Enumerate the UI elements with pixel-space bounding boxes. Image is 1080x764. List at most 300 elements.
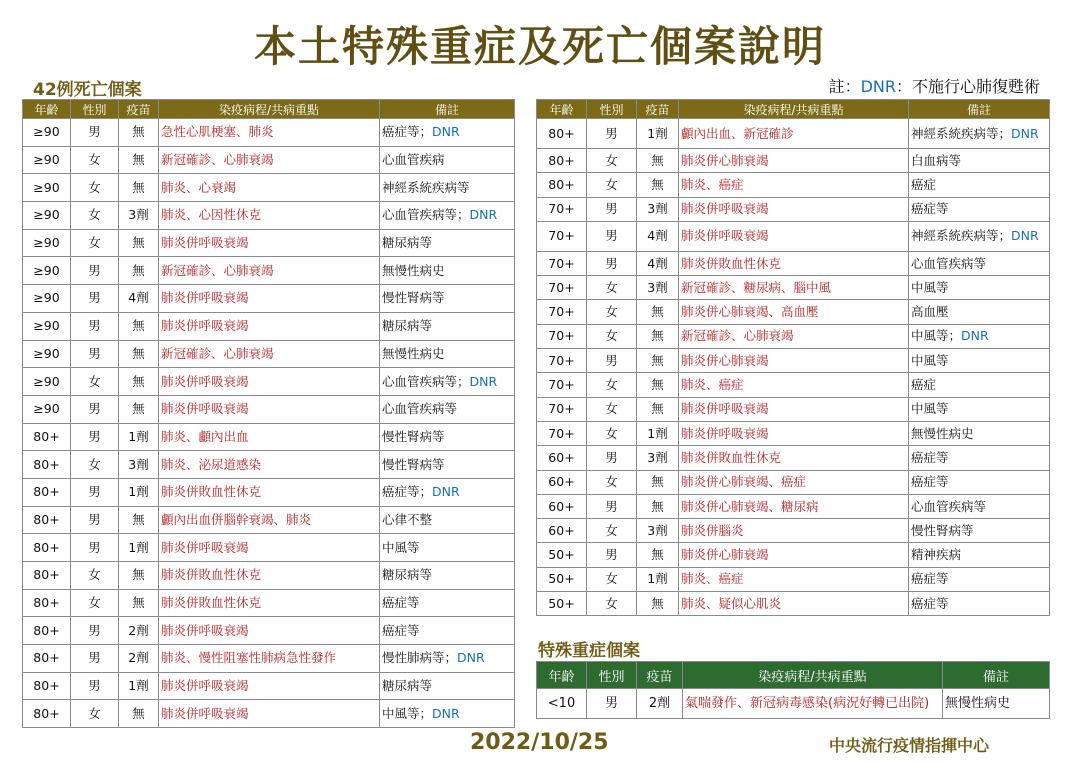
- sex-cell: 男: [587, 221, 637, 251]
- age-cell: ≥90: [23, 146, 71, 174]
- remarks-text: 中風等: [911, 352, 949, 368]
- remarks-cell: [909, 567, 1050, 591]
- remarks-text: 中風等；: [911, 328, 962, 344]
- course-cell: 肺炎併呼吸衰竭: [159, 534, 380, 562]
- remarks-cell: [909, 149, 1050, 173]
- remarks-cell: [380, 119, 515, 147]
- remarks-text: 白血病等: [911, 152, 962, 168]
- vaccine-cell: 無: [119, 395, 159, 423]
- remarks-cell: [380, 562, 515, 590]
- note-prefix: 註：: [828, 77, 861, 96]
- vaccine-cell: 無: [119, 562, 159, 590]
- col-header-vaccine: 疫苗: [637, 100, 679, 119]
- table-row: [537, 324, 1050, 348]
- table-row: [23, 700, 515, 728]
- table-row: [537, 119, 1050, 149]
- vaccine-cell: 3劑: [637, 276, 679, 300]
- remarks-text: 癌症等: [911, 201, 949, 217]
- course-cell: 肺炎、疑似心肌炎: [679, 592, 909, 616]
- table-row: [23, 146, 515, 174]
- course-cell: 急性心肌梗塞、肺炎: [159, 119, 380, 147]
- course-cell: 肺炎、顱內出血: [159, 423, 380, 451]
- remarks-cell: [909, 173, 1050, 197]
- course-cell: 氣喘發作、新冠病毒感染(病況好轉已出院): [683, 689, 943, 719]
- course-cell: 顱內出血、新冠確診: [679, 119, 909, 149]
- remarks-cell: [909, 421, 1050, 445]
- course-cell: 新冠確診、心肺衰竭: [679, 324, 909, 348]
- remarks-text: 中風等；: [382, 705, 433, 721]
- remarks-text: 無慢性病史: [911, 425, 974, 441]
- col-header-age: 年齡: [23, 100, 71, 119]
- table-row: [23, 312, 515, 340]
- vaccine-cell: 無: [119, 589, 159, 617]
- age-cell: 70+: [537, 221, 587, 251]
- dnr-note: [829, 74, 1040, 97]
- remarks-cell: [909, 592, 1050, 616]
- sex-cell: 男: [71, 645, 119, 673]
- age-cell: 80+: [23, 423, 71, 451]
- sex-cell: 男: [71, 478, 119, 506]
- age-cell: 70+: [537, 349, 587, 373]
- note-dnr: DNR: [860, 77, 896, 96]
- sex-cell: 男: [71, 340, 119, 368]
- course-cell: 肺炎併敗血性休克: [679, 446, 909, 470]
- sex-cell: 男: [587, 119, 637, 149]
- remarks-cell: [909, 494, 1050, 518]
- remarks-text: 中風等: [382, 539, 420, 555]
- deaths-table-right: [536, 99, 1050, 616]
- sex-cell: 男: [587, 349, 637, 373]
- vaccine-cell: 1劑: [119, 672, 159, 700]
- course-cell: 肺炎併呼吸衰竭: [679, 421, 909, 445]
- vaccine-cell: 無: [119, 506, 159, 534]
- age-cell: 60+: [537, 519, 587, 543]
- age-cell: 60+: [537, 446, 587, 470]
- age-cell: 80+: [23, 645, 71, 673]
- sex-cell: 男: [71, 534, 119, 562]
- vaccine-cell: 無: [637, 592, 679, 616]
- sex-cell: 女: [71, 368, 119, 396]
- table-row: [537, 221, 1050, 251]
- remarks-cell: [909, 349, 1050, 373]
- remarks-text: 無慢性病史: [945, 695, 1011, 711]
- vaccine-cell: 2劑: [637, 689, 683, 719]
- dnr-tag: DNR: [432, 484, 460, 500]
- sex-cell: 男: [71, 395, 119, 423]
- course-cell: 肺炎併心肺衰竭: [679, 349, 909, 373]
- age-cell: 80+: [537, 173, 587, 197]
- sex-cell: 男: [587, 689, 637, 719]
- table-row: [23, 285, 515, 313]
- vaccine-cell: 無: [119, 340, 159, 368]
- course-cell: 肺炎、心因性休克: [159, 202, 380, 230]
- course-cell: 肺炎併呼吸衰竭: [159, 229, 380, 257]
- age-cell: 70+: [537, 300, 587, 324]
- remarks-cell: [909, 300, 1050, 324]
- table-header-row: [23, 100, 515, 119]
- vaccine-cell: 無: [637, 494, 679, 518]
- vaccine-cell: 1劑: [637, 421, 679, 445]
- table-row: [23, 562, 515, 590]
- sex-cell: 女: [587, 173, 637, 197]
- remarks-cell: [909, 324, 1050, 348]
- table-header-row: [537, 662, 1050, 689]
- course-cell: 肺炎併呼吸衰竭: [159, 700, 380, 728]
- col-header-sex: 性別: [71, 100, 119, 119]
- sex-cell: 女: [587, 470, 637, 494]
- table-row: [537, 251, 1050, 275]
- col-header-age: 年齡: [537, 662, 587, 689]
- age-cell: 80+: [23, 451, 71, 479]
- course-cell: 新冠確診、糖尿病、腦中風: [679, 276, 909, 300]
- vaccine-cell: 4劑: [637, 251, 679, 275]
- course-cell: 肺炎併呼吸衰竭: [159, 312, 380, 340]
- remarks-cell: [380, 700, 515, 728]
- footer-org: 中央流行疫情指揮中心: [829, 736, 990, 755]
- sex-cell: 女: [71, 146, 119, 174]
- age-cell: 80+: [537, 149, 587, 173]
- sex-cell: 女: [71, 174, 119, 202]
- vaccine-cell: 4劑: [119, 285, 159, 313]
- vaccine-cell: 無: [637, 470, 679, 494]
- course-cell: 肺炎併呼吸衰竭: [159, 617, 380, 645]
- remarks-text: 慢性腎病等: [382, 290, 445, 306]
- sex-cell: 男: [71, 617, 119, 645]
- remarks-cell: [909, 543, 1050, 567]
- sex-cell: 男: [587, 446, 637, 470]
- age-cell: 70+: [537, 397, 587, 421]
- vaccine-cell: 無: [637, 324, 679, 348]
- remarks-text: 心血管疾病等: [382, 401, 458, 417]
- table-row: [537, 567, 1050, 591]
- age-cell: 80+: [23, 562, 71, 590]
- sex-cell: 女: [71, 589, 119, 617]
- sex-cell: 女: [587, 421, 637, 445]
- dnr-tag: DNR: [432, 124, 460, 140]
- col-header-sex: 性別: [587, 662, 637, 689]
- table-row: [23, 423, 515, 451]
- course-cell: 肺炎、慢性阻塞性肺病急性發作: [159, 645, 380, 673]
- remarks-text: 中風等: [911, 279, 949, 295]
- table-row: [537, 689, 1050, 719]
- course-cell: 肺炎併敗血性休克: [159, 562, 380, 590]
- table-row: [23, 672, 515, 700]
- remarks-text: 糖尿病等: [382, 235, 433, 251]
- course-cell: 新冠確診、心肺衰竭: [159, 257, 380, 285]
- table-row: [537, 470, 1050, 494]
- remarks-text: 無慢性病史: [382, 262, 445, 278]
- remarks-cell: [380, 645, 515, 673]
- table-row: [23, 257, 515, 285]
- remarks-cell: [943, 689, 1050, 719]
- vaccine-cell: 4劑: [637, 221, 679, 251]
- course-cell: 肺炎併呼吸衰竭: [679, 197, 909, 221]
- table-row: [537, 300, 1050, 324]
- course-cell: 肺炎併呼吸衰竭: [679, 221, 909, 251]
- dnr-tag: DNR: [457, 650, 485, 666]
- sex-cell: 女: [587, 324, 637, 348]
- age-cell: 70+: [537, 324, 587, 348]
- vaccine-cell: 無: [637, 149, 679, 173]
- remarks-cell: [909, 251, 1050, 275]
- age-cell: <10: [537, 689, 587, 719]
- remarks-cell: [380, 340, 515, 368]
- dnr-tag: DNR: [432, 705, 460, 721]
- sex-cell: 男: [71, 285, 119, 313]
- sex-cell: 女: [71, 229, 119, 257]
- remarks-cell: [380, 257, 515, 285]
- remarks-cell: [909, 373, 1050, 397]
- remarks-cell: [380, 174, 515, 202]
- remarks-cell: [909, 470, 1050, 494]
- sex-cell: 女: [587, 592, 637, 616]
- course-cell: 肺炎併心肺衰竭: [679, 149, 909, 173]
- remarks-text: 心血管疾病: [382, 152, 445, 168]
- course-cell: 肺炎併呼吸衰竭: [159, 368, 380, 396]
- remarks-text: 慢性肺病等；: [382, 650, 458, 666]
- age-cell: ≥90: [23, 174, 71, 202]
- vaccine-cell: 無: [119, 119, 159, 147]
- remarks-text: 癌症等: [911, 449, 949, 465]
- remarks-text: 癌症等；: [382, 124, 433, 140]
- sex-cell: 男: [71, 672, 119, 700]
- col-header-age: 年齡: [537, 100, 587, 119]
- sex-cell: 女: [71, 700, 119, 728]
- remarks-text: 癌症等: [382, 622, 420, 638]
- sex-cell: 男: [71, 506, 119, 534]
- table-row: [23, 202, 515, 230]
- vaccine-cell: 無: [637, 300, 679, 324]
- age-cell: 80+: [23, 700, 71, 728]
- remarks-cell: [909, 446, 1050, 470]
- table-row: [23, 174, 515, 202]
- course-cell: 肺炎併敗血性休克: [159, 589, 380, 617]
- note-suffix: ：不施行心肺復甦術: [895, 77, 1040, 96]
- remarks-text: 慢性腎病等: [382, 428, 445, 444]
- age-cell: 80+: [23, 478, 71, 506]
- sex-cell: 男: [71, 312, 119, 340]
- table-row: [23, 534, 515, 562]
- remarks-cell: [380, 423, 515, 451]
- remarks-cell: [909, 276, 1050, 300]
- vaccine-cell: 無: [637, 173, 679, 197]
- sex-cell: 女: [587, 300, 637, 324]
- critical-heading: 特殊重症個案: [538, 641, 640, 661]
- remarks-cell: [909, 119, 1050, 149]
- course-cell: 肺炎併心肺衰竭、癌症: [679, 470, 909, 494]
- table-row: [23, 617, 515, 645]
- remarks-cell: [380, 589, 515, 617]
- table-row: [537, 197, 1050, 221]
- page-title: 本土特殊重症及死亡個案說明: [253, 22, 826, 71]
- col-header-sex: 性別: [587, 100, 637, 119]
- course-cell: 新冠確診、心肺衰竭: [159, 146, 380, 174]
- course-cell: 肺炎併敗血性休克: [679, 251, 909, 275]
- remarks-cell: [380, 202, 515, 230]
- sex-cell: 男: [71, 257, 119, 285]
- sex-cell: 女: [587, 397, 637, 421]
- course-cell: 肺炎、心衰竭: [159, 174, 380, 202]
- age-cell: 50+: [537, 543, 587, 567]
- vaccine-cell: 無: [119, 257, 159, 285]
- remarks-cell: [909, 519, 1050, 543]
- age-cell: 80+: [23, 672, 71, 700]
- sex-cell: 女: [587, 519, 637, 543]
- critical-table: [536, 661, 1050, 719]
- vaccine-cell: 無: [119, 312, 159, 340]
- remarks-cell: [380, 478, 515, 506]
- remarks-text: 神經系統疾病等；: [911, 125, 1012, 141]
- table-row: [537, 592, 1050, 616]
- table-row: [23, 451, 515, 479]
- age-cell: ≥90: [23, 229, 71, 257]
- table-row: [537, 543, 1050, 567]
- vaccine-cell: 1劑: [119, 478, 159, 506]
- col-header-course: 染疫病程/共病重點: [159, 100, 380, 119]
- table-row: [23, 395, 515, 423]
- col-header-remarks: 備註: [380, 100, 515, 119]
- course-cell: 肺炎併心肺衰竭、高血壓: [679, 300, 909, 324]
- age-cell: ≥90: [23, 368, 71, 396]
- course-cell: 肺炎併呼吸衰竭: [159, 395, 380, 423]
- vaccine-cell: 無: [119, 146, 159, 174]
- course-cell: 肺炎併呼吸衰竭: [679, 397, 909, 421]
- remarks-text: 糖尿病等: [382, 318, 433, 334]
- course-cell: 肺炎、癌症: [679, 567, 909, 591]
- vaccine-cell: 2劑: [119, 645, 159, 673]
- remarks-text: 癌症等；: [382, 484, 433, 500]
- remarks-cell: [380, 285, 515, 313]
- remarks-cell: [380, 451, 515, 479]
- remarks-text: 糖尿病等: [382, 678, 433, 694]
- vaccine-cell: 3劑: [119, 451, 159, 479]
- course-cell: 肺炎併呼吸衰竭: [159, 672, 380, 700]
- age-cell: 80+: [23, 589, 71, 617]
- sex-cell: 女: [587, 276, 637, 300]
- table-row: [23, 478, 515, 506]
- age-cell: ≥90: [23, 340, 71, 368]
- vaccine-cell: 1劑: [119, 534, 159, 562]
- col-header-course: 染疫病程/共病重點: [683, 662, 943, 689]
- vaccine-cell: 無: [119, 368, 159, 396]
- remarks-text: 心血管疾病等: [911, 498, 987, 514]
- remarks-text: 癌症: [911, 176, 937, 192]
- vaccine-cell: 1劑: [637, 119, 679, 149]
- col-header-remarks: 備註: [943, 662, 1050, 689]
- sex-cell: 男: [587, 543, 637, 567]
- remarks-text: 心血管疾病等: [911, 255, 987, 271]
- age-cell: 80+: [23, 534, 71, 562]
- dnr-tag: DNR: [1011, 228, 1039, 244]
- vaccine-cell: 無: [637, 397, 679, 421]
- sex-cell: 男: [587, 251, 637, 275]
- col-header-course: 染疫病程/共病重點: [679, 100, 909, 119]
- sex-cell: 女: [71, 202, 119, 230]
- age-cell: ≥90: [23, 119, 71, 147]
- course-cell: 肺炎、癌症: [679, 373, 909, 397]
- vaccine-cell: 3劑: [637, 446, 679, 470]
- vaccine-cell: 無: [637, 373, 679, 397]
- remarks-text: 癌症等: [382, 595, 420, 611]
- footer-date: 2022/10/25: [470, 730, 609, 755]
- age-cell: 80+: [23, 506, 71, 534]
- course-cell: 肺炎併呼吸衰竭: [159, 285, 380, 313]
- course-cell: 肺炎、癌症: [679, 173, 909, 197]
- remarks-cell: [380, 146, 515, 174]
- deaths-table-left: [22, 99, 515, 728]
- table-row: [537, 519, 1050, 543]
- vaccine-cell: 3劑: [637, 519, 679, 543]
- remarks-text: 神經系統疾病等: [382, 179, 470, 195]
- vaccine-cell: 3劑: [637, 197, 679, 221]
- sex-cell: 女: [71, 451, 119, 479]
- dnr-tag: DNR: [1011, 125, 1039, 141]
- age-cell: 70+: [537, 421, 587, 445]
- col-header-vaccine: 疫苗: [637, 662, 683, 689]
- remarks-text: 中風等: [911, 401, 949, 417]
- age-cell: 80+: [23, 617, 71, 645]
- col-header-vaccine: 疫苗: [119, 100, 159, 119]
- age-cell: 60+: [537, 470, 587, 494]
- course-cell: 肺炎併敗血性休克: [159, 478, 380, 506]
- vaccine-cell: 3劑: [119, 202, 159, 230]
- sex-cell: 女: [71, 562, 119, 590]
- remarks-text: 精神疾病: [911, 547, 962, 563]
- remarks-text: 癌症: [911, 377, 937, 393]
- age-cell: 70+: [537, 373, 587, 397]
- table-row: [23, 589, 515, 617]
- remarks-text: 糖尿病等: [382, 567, 433, 583]
- remarks-cell: [380, 368, 515, 396]
- sex-cell: 男: [587, 494, 637, 518]
- table-row: [23, 506, 515, 534]
- remarks-cell: [909, 397, 1050, 421]
- vaccine-cell: 2劑: [119, 617, 159, 645]
- age-cell: 80+: [537, 119, 587, 149]
- remarks-text: 神經系統疾病等；: [911, 228, 1012, 244]
- table-row: [537, 397, 1050, 421]
- remarks-text: 慢性腎病等: [382, 456, 445, 472]
- remarks-cell: [380, 672, 515, 700]
- remarks-text: 心血管疾病等；: [382, 373, 470, 389]
- table-row: [537, 494, 1050, 518]
- table-row: [537, 373, 1050, 397]
- age-cell: 50+: [537, 592, 587, 616]
- table-row: [537, 149, 1050, 173]
- course-cell: 顱內出血併腦幹衰竭、肺炎: [159, 506, 380, 534]
- table-row: [23, 645, 515, 673]
- vaccine-cell: 1劑: [637, 567, 679, 591]
- age-cell: ≥90: [23, 257, 71, 285]
- remarks-cell: [380, 534, 515, 562]
- remarks-cell: [380, 506, 515, 534]
- remarks-text: 無慢性病史: [382, 345, 445, 361]
- sex-cell: 男: [587, 197, 637, 221]
- remarks-text: 心律不整: [382, 511, 433, 527]
- age-cell: ≥90: [23, 202, 71, 230]
- table-row: [537, 276, 1050, 300]
- table-row: [23, 229, 515, 257]
- age-cell: ≥90: [23, 312, 71, 340]
- vaccine-cell: 1劑: [119, 423, 159, 451]
- age-cell: ≥90: [23, 285, 71, 313]
- course-cell: 肺炎、泌尿道感染: [159, 451, 380, 479]
- remarks-text: 慢性腎病等: [911, 522, 974, 538]
- remarks-cell: [380, 312, 515, 340]
- table-row: [23, 119, 515, 147]
- age-cell: 70+: [537, 276, 587, 300]
- vaccine-cell: 無: [637, 349, 679, 373]
